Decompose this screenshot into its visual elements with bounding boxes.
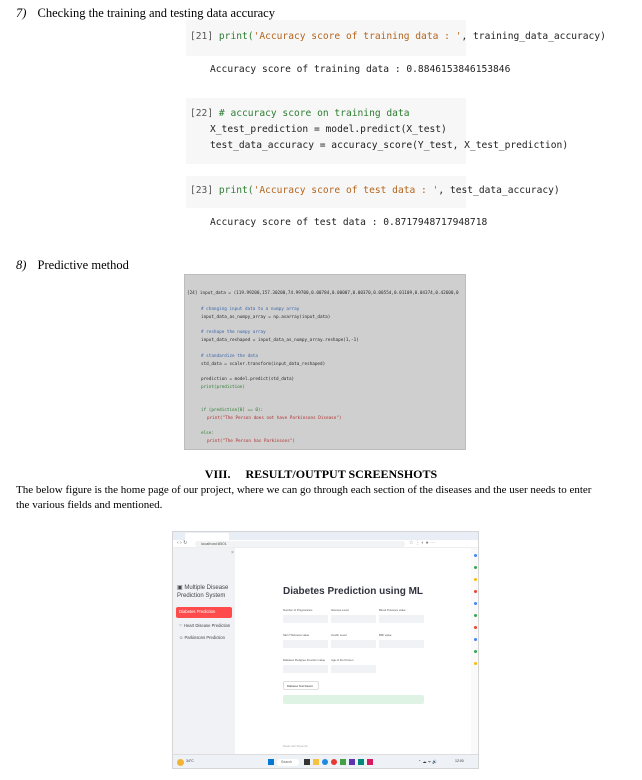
code-line: print("The Person does not have Parkinsons Disease") xyxy=(207,416,342,421)
taskbar xyxy=(173,754,479,769)
clock: 12:00 xyxy=(455,759,464,763)
sidebar xyxy=(173,548,235,754)
field-label: Number of Pregnancies xyxy=(283,608,313,612)
section-number: 7) xyxy=(16,6,27,20)
extension-icon[interactable] xyxy=(474,602,477,605)
system-tray-icons[interactable]: ⌃ ☁ ᯤ 🔊 xyxy=(418,759,438,764)
pregnancies-input[interactable] xyxy=(283,615,328,623)
app-icon[interactable] xyxy=(358,759,364,765)
field-label: Glucose Level xyxy=(331,608,349,612)
cell-22-line-1: [22] # accuracy score on training data xyxy=(190,108,410,119)
extension-icon[interactable] xyxy=(474,650,477,653)
field-label: BMI value xyxy=(379,633,392,637)
blood-pressure-input[interactable] xyxy=(379,615,424,623)
extension-icon[interactable] xyxy=(474,638,477,641)
browser-actions-icon[interactable]: ☆ ⋮ ◐ ● ⋯ xyxy=(409,540,436,546)
code-line: if (prediction[0] == 0): xyxy=(201,408,264,413)
glucose-input[interactable] xyxy=(331,615,376,623)
sidebar-item-heart[interactable]: ♡ Heart Disease Prediction xyxy=(179,623,231,628)
chrome-icon[interactable] xyxy=(331,759,337,765)
extension-icon[interactable] xyxy=(474,566,477,569)
sidebar-logo-icon: ▣ xyxy=(177,585,183,591)
section-title: Checking the training and testing data accuracy xyxy=(37,6,275,20)
person-icon: ☺ xyxy=(179,635,184,640)
sidebar-item-parkinsons[interactable]: ☺ Parkinsons Prediction xyxy=(179,635,225,640)
extension-icon[interactable] xyxy=(474,590,477,593)
section-7-heading xyxy=(16,6,275,21)
code-line: print(prediction) xyxy=(201,385,245,390)
page-title: Diabetes Prediction using ML xyxy=(283,586,424,597)
extension-icon[interactable] xyxy=(474,554,477,557)
insulin-input[interactable] xyxy=(331,640,376,648)
app-screenshot xyxy=(172,531,479,769)
field-label: Blood Pressure value xyxy=(379,608,406,612)
edge-icon[interactable] xyxy=(322,759,328,765)
heart-icon: ♡ xyxy=(179,623,183,628)
section-8-heading xyxy=(16,258,129,273)
code-line: else: xyxy=(201,431,214,436)
side-panel-strip xyxy=(471,548,479,754)
cell-21-output: Accuracy score of training data : 0.8846153846153846 xyxy=(210,64,511,75)
code-line: std_data = scaler.transform(input_data_reshaped) xyxy=(201,362,326,367)
code-comment: # standardize the data xyxy=(201,354,258,359)
extension-icon[interactable] xyxy=(474,662,477,665)
section-number: 8) xyxy=(16,258,27,272)
bmi-input[interactable] xyxy=(379,640,424,648)
cell-22-line-3: test_data_accuracy = accuracy_score(Y_test, X_test_prediction) xyxy=(210,140,569,151)
extension-icon[interactable] xyxy=(474,626,477,629)
cell-22-line-2: X_test_prediction = model.predict(X_test) xyxy=(210,124,447,135)
result-paragraph-line-1: The below figure is the home page of our project, where we can go through each section of the diseases and the user needs to enter xyxy=(16,484,592,496)
cell-23-code: [23] print('Accuracy score of test data : ', test_data_accuracy) xyxy=(190,185,560,196)
pedigree-input[interactable] xyxy=(283,665,328,673)
app-icon[interactable] xyxy=(349,759,355,765)
start-icon[interactable] xyxy=(268,759,274,765)
explorer-icon[interactable] xyxy=(313,759,319,765)
browser-tab-bar xyxy=(173,532,479,540)
taskbar-search[interactable]: Search xyxy=(277,759,299,766)
code-comment: # changing input data to a numpy array xyxy=(201,307,300,312)
task-view-icon[interactable] xyxy=(304,759,310,765)
sidebar-title: ▣ Multiple Disease xyxy=(177,585,229,591)
sidebar-subtitle: Prediction System xyxy=(177,593,226,599)
result-banner xyxy=(283,695,424,704)
field-label: Diabetes Pedigree Function value xyxy=(283,658,325,662)
extension-icon[interactable] xyxy=(474,614,477,617)
browser-toolbar xyxy=(173,540,479,548)
section-title: Predictive method xyxy=(37,258,129,272)
field-label: Age of the Person xyxy=(331,658,354,662)
prediction-code-screenshot xyxy=(184,274,466,450)
code-line: [24] input_data = (119.99200,157.30200,74.99700,0.00784,0.00007,0.00370,0.00554,0.01109,0.04374,0.42600,0 xyxy=(187,291,459,296)
field-label: Skin Thickness value xyxy=(283,633,310,637)
cell-23-output: Accuracy score of test data : 0.8717948717948718 xyxy=(210,217,488,228)
browser-tab[interactable] xyxy=(185,533,229,540)
diabetes-test-button[interactable]: Diabetes Test Result xyxy=(283,681,319,690)
close-icon[interactable]: × xyxy=(231,550,234,556)
weather-temp: 34°C xyxy=(186,759,194,763)
extension-icon[interactable] xyxy=(474,578,477,581)
code-comment: # reshape the numpy array xyxy=(201,330,266,335)
nav-buttons-icon[interactable]: ‹ › ↻ xyxy=(177,540,188,546)
weather-icon[interactable] xyxy=(177,759,184,766)
address-bar[interactable]: localhost:8501 xyxy=(195,541,405,547)
field-label: Insulin Level xyxy=(331,633,347,637)
sidebar-item-diabetes[interactable]: Diabetes Prediction xyxy=(176,607,232,618)
skin-thickness-input[interactable] xyxy=(283,640,328,648)
app-icon[interactable] xyxy=(340,759,346,765)
result-paragraph-line-2: the various fields and mentioned. xyxy=(16,499,163,511)
footer-text: Made with Streamlit xyxy=(283,744,308,748)
app-icon[interactable] xyxy=(367,759,373,765)
section-heading-result: VIII. RESULT/OUTPUT SCREENSHOTS xyxy=(204,467,438,481)
code-line: input_data_reshaped = input_data_as_numpy_array.reshape(1,-1) xyxy=(201,338,359,343)
cell-21-code: [21] print('Accuracy score of training data : ', training_data_accuracy) xyxy=(190,31,606,42)
age-input[interactable] xyxy=(331,665,376,673)
code-line: prediction = model.predict(std_data) xyxy=(201,377,295,382)
code-line: input_data_as_numpy_array = np.asarray(input_data) xyxy=(201,315,331,320)
code-line: print("The Person has Parkinsons") xyxy=(207,439,295,444)
